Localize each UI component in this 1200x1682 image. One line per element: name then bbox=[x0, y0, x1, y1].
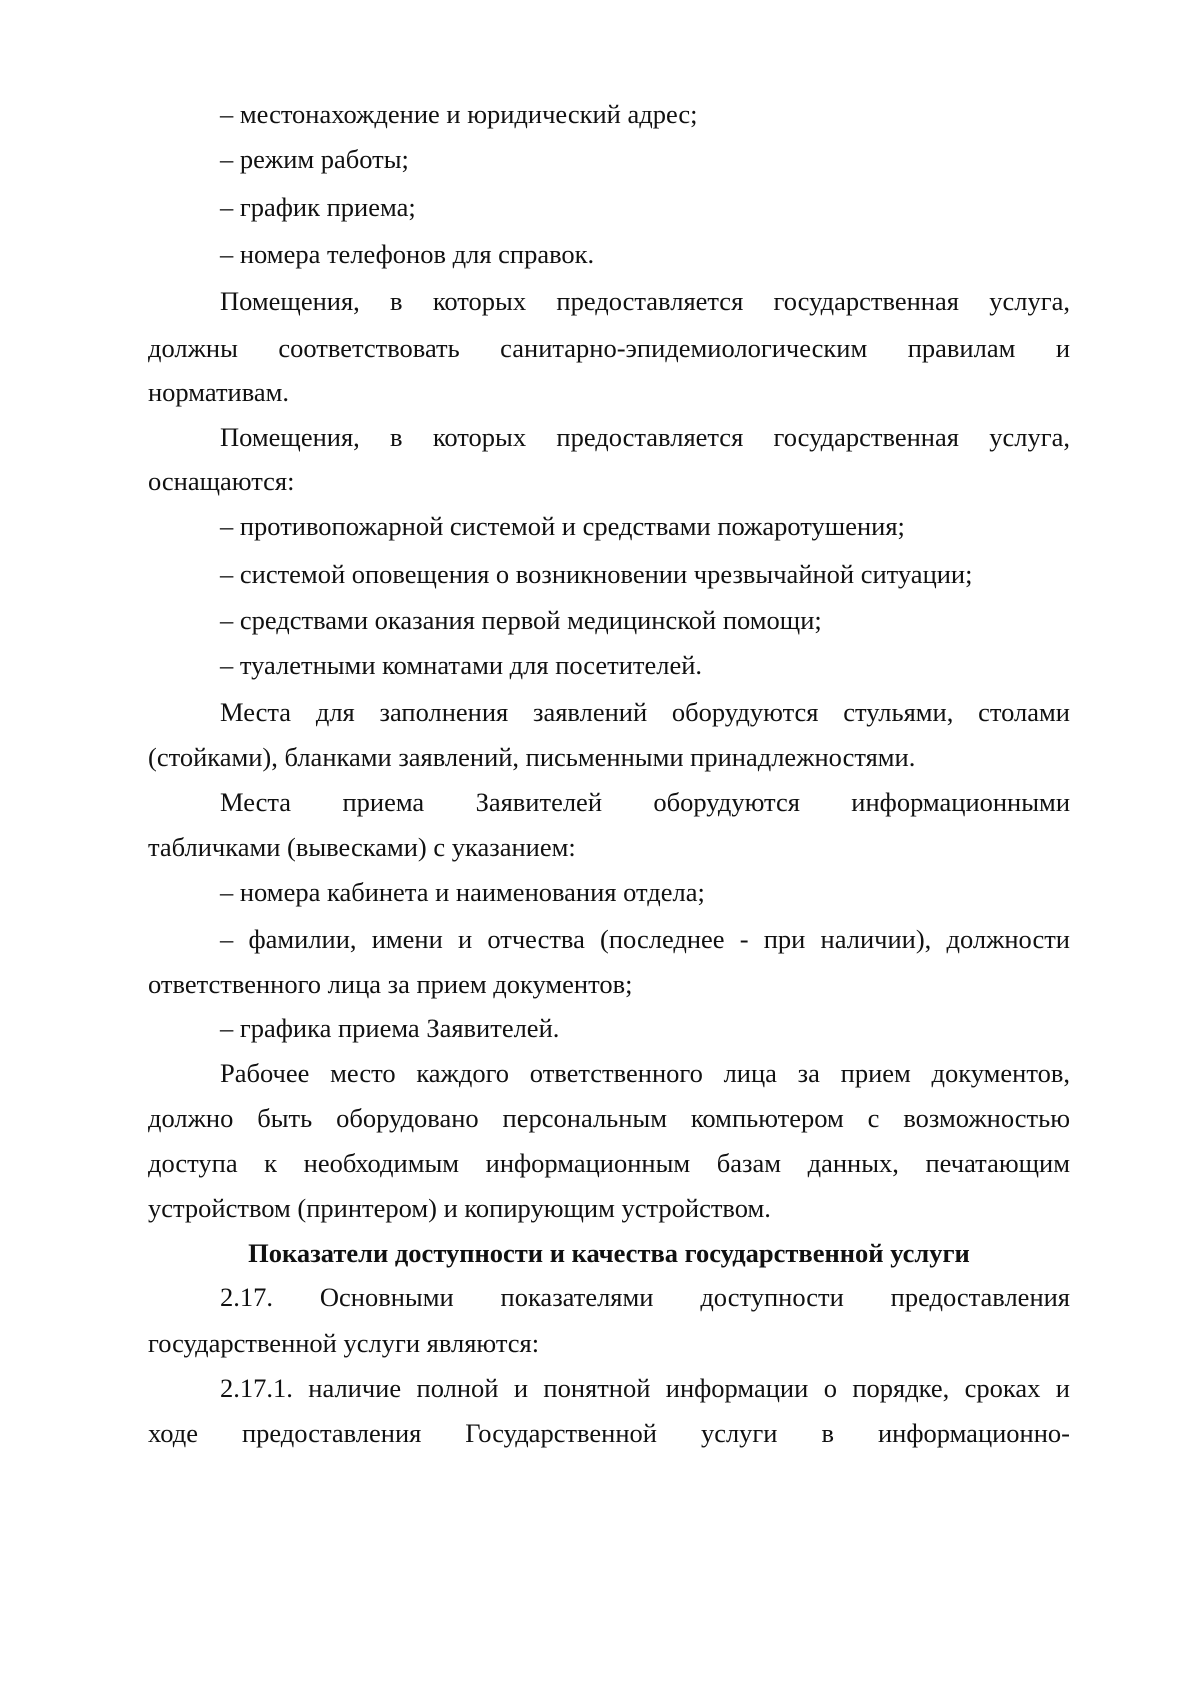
paragraph-line: Рабочее место каждого ответственного лица за прием документов, bbox=[220, 1058, 1070, 1088]
paragraph-line: нормативам. bbox=[148, 377, 290, 407]
paragraph-line: Места для заполнения заявлений оборудуются стульями, столами bbox=[220, 697, 1070, 727]
section-heading: Показатели доступности и качества государственной услуги bbox=[248, 1238, 970, 1268]
list-item: – средствами оказания первой медицинской помощи; bbox=[220, 605, 822, 635]
paragraph-line: доступа к необходимым информационным базам данных, печатающим bbox=[148, 1148, 1070, 1178]
paragraph-line: 2.17.1. наличие полной и понятной информации о порядке, сроках и bbox=[220, 1373, 1070, 1403]
list-item: – режим работы; bbox=[220, 144, 409, 174]
list-item: – противопожарной системой и средствами пожаротушения; bbox=[220, 511, 905, 541]
paragraph-line: табличками (вывесками) с указанием: bbox=[148, 832, 576, 862]
list-item: – туалетными комнатами для посетителей. bbox=[220, 650, 703, 680]
paragraph-line: Помещения, в которых предоставляется государственная услуга, bbox=[220, 286, 1070, 316]
paragraph-line: должно быть оборудовано персональным компьютером с возможностью bbox=[148, 1103, 1070, 1133]
list-item: – номера телефонов для справок. bbox=[220, 239, 595, 269]
list-item: – графика приема Заявителей. bbox=[220, 1013, 560, 1043]
list-item: – системой оповещения о возникновении чрезвычайной ситуации; bbox=[220, 559, 973, 589]
paragraph-line: должны соответствовать санитарно-эпидемиологическим правилам и bbox=[148, 333, 1070, 363]
paragraph-line: устройством (принтером) и копирующим устройством. bbox=[148, 1193, 771, 1223]
paragraph-line: ходе предоставления Государственной услуги в информационно- bbox=[148, 1418, 1070, 1448]
list-item: – график приема; bbox=[220, 192, 416, 222]
paragraph-line: 2.17. Основными показателями доступности предоставления bbox=[220, 1282, 1070, 1312]
list-item-continuation: ответственного лица за прием документов; bbox=[148, 969, 633, 999]
list-item: – номера кабинета и наименования отдела; bbox=[220, 877, 705, 907]
paragraph-line: (стойками), бланками заявлений, письменными принадлежностями. bbox=[148, 742, 916, 772]
list-item: – местонахождение и юридический адрес; bbox=[220, 99, 698, 129]
paragraph-line: государственной услуги являются: bbox=[148, 1328, 540, 1358]
paragraph-line: Места приема Заявителей оборудуются информационными bbox=[220, 787, 1070, 817]
list-item: – фамилии, имени и отчества (последнее - при наличии), должности bbox=[220, 924, 1070, 954]
paragraph-line: Помещения, в которых предоставляется государственная услуга, bbox=[220, 422, 1070, 452]
paragraph-line: оснащаются: bbox=[148, 466, 295, 496]
